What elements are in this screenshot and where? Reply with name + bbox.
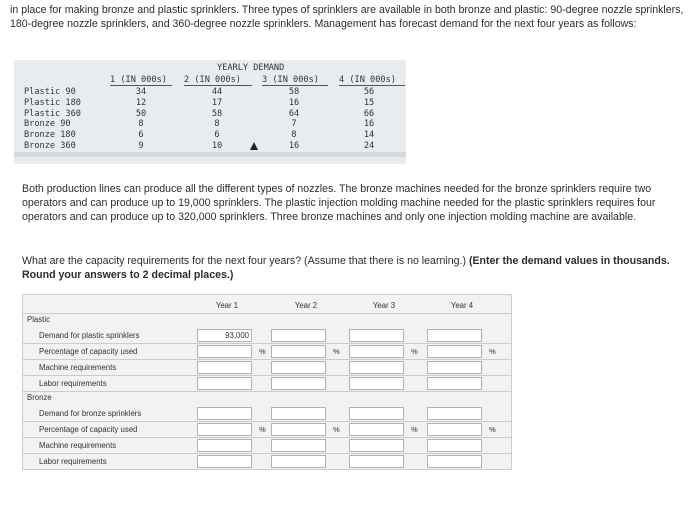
table-row-label: Bronze 180 <box>24 130 76 141</box>
percent-sign: % <box>259 347 266 356</box>
percent-sign: % <box>489 425 496 434</box>
table-cell: 64 <box>288 108 300 119</box>
year-header-1: Year 1 <box>215 301 239 310</box>
table-cell: 16 <box>288 141 300 151</box>
bronze-input-year4[interactable] <box>427 439 482 452</box>
col-header-2: 2 (IN 000s) <box>184 75 252 86</box>
table-cell: 6 <box>138 130 144 141</box>
bronze-row-label: Machine requirements <box>39 441 117 450</box>
table-cell: 16 <box>288 97 300 108</box>
col-header-1: 1 (IN 000s) <box>110 75 172 86</box>
table-cell: 50 <box>135 108 147 119</box>
table-cell: 58 <box>211 108 223 119</box>
plastic-input-year2[interactable] <box>271 345 326 358</box>
table-cell: 8 <box>291 130 297 141</box>
header-divider <box>23 313 511 314</box>
plastic-row-label: Demand for plastic sprinklers <box>39 331 140 340</box>
mouse-cursor-icon <box>250 142 258 150</box>
row-divider <box>23 453 511 454</box>
row-divider <box>23 437 511 438</box>
percent-sign: % <box>333 425 340 434</box>
table-cell: 17 <box>211 97 223 108</box>
production-paragraph: Both production lines can produce all the different types of nozzles. The bronze machines needed for the bronze sprinklers require two operators and can produce up to 19,000 sprinklers. The plastic injection molding machine needed for the plastic sprinklers requires four operators and can produce up to 320,000 sprinklers. Three bronze machines and only one injection molding machine are available. <box>22 183 656 223</box>
plastic-input-year3[interactable] <box>349 345 404 358</box>
plastic-input-year4[interactable] <box>427 345 482 358</box>
plastic-input-year1[interactable] <box>197 377 252 390</box>
year-header-4: Year 4 <box>450 301 474 310</box>
row-divider <box>23 469 511 470</box>
table-cell: 8 <box>214 119 220 130</box>
percent-sign: % <box>333 347 340 356</box>
plastic-row-label: Machine requirements <box>39 363 117 372</box>
col-header-4: 4 (IN 000s) <box>339 75 405 86</box>
question-paragraph <box>22 254 677 282</box>
question-text: What are the capacity requirements for the next four years? (Assume that there is no learning.) <box>22 255 466 267</box>
table-cell: 14 <box>363 130 375 141</box>
bronze-input-year2[interactable] <box>271 407 326 420</box>
demand-table-title: YEARLY DEMAND <box>217 63 285 73</box>
plastic-row-label: Labor requirements <box>39 379 107 388</box>
table-cell: 34 <box>135 87 147 97</box>
bronze-input-year4[interactable] <box>427 455 482 468</box>
table-row-label: Bronze 90 <box>24 119 71 130</box>
row-divider <box>23 421 511 422</box>
bronze-input-year3[interactable] <box>349 439 404 452</box>
plastic-demand-year1-input[interactable]: 93,000 <box>197 329 252 342</box>
capacity-answer-table <box>22 294 512 470</box>
row-divider <box>23 359 511 360</box>
table-cell: 9 <box>138 141 144 151</box>
bronze-input-year1[interactable] <box>197 423 252 436</box>
plastic-input-year1[interactable] <box>197 345 252 358</box>
bronze-input-year1[interactable] <box>197 407 252 420</box>
table-row-label: Bronze 360 <box>24 141 76 151</box>
table-cell: 56 <box>363 87 375 97</box>
table-cell: 6 <box>214 130 220 141</box>
table-cell: 7 <box>291 119 297 130</box>
bronze-row-label: Labor requirements <box>39 457 107 466</box>
table-cell: 16 <box>363 119 375 130</box>
plastic-input-year2[interactable] <box>271 377 326 390</box>
table-footer-strip <box>14 152 406 157</box>
plastic-input-year4[interactable] <box>427 329 482 342</box>
percent-sign: % <box>411 347 418 356</box>
table-row-label: Plastic 360 <box>24 108 81 119</box>
section-label-plastic: Plastic <box>27 315 50 324</box>
bronze-row-label: Demand for bronze sprinklers <box>39 409 142 418</box>
col-header-3: 3 (IN 000s) <box>262 75 328 86</box>
bronze-input-year2[interactable] <box>271 455 326 468</box>
bronze-input-year3[interactable] <box>349 423 404 436</box>
table-cell: 15 <box>363 97 375 108</box>
plastic-row-label: Percentage of capacity used <box>39 347 138 356</box>
bronze-row-label: Percentage of capacity used <box>39 425 138 434</box>
bronze-input-year2[interactable] <box>271 423 326 436</box>
plastic-input-year3[interactable] <box>349 377 404 390</box>
plastic-input-year4[interactable] <box>427 361 482 374</box>
table-row-label: Plastic 90 <box>24 87 76 97</box>
bronze-input-year4[interactable] <box>427 423 482 436</box>
bronze-input-year3[interactable] <box>349 455 404 468</box>
table-cell: 66 <box>363 108 375 119</box>
table-cell: 12 <box>135 97 147 108</box>
plastic-input-year4[interactable] <box>427 377 482 390</box>
bronze-input-year3[interactable] <box>349 407 404 420</box>
year-header-3: Year 3 <box>372 301 396 310</box>
bronze-input-year1[interactable] <box>197 455 252 468</box>
yearly-demand-table <box>14 60 406 164</box>
row-divider <box>23 375 511 376</box>
percent-sign: % <box>489 347 496 356</box>
table-cell: 8 <box>138 119 144 130</box>
table-cell: 58 <box>288 87 300 97</box>
plastic-input-year3[interactable] <box>349 361 404 374</box>
table-row-label: Plastic 180 <box>24 97 81 108</box>
percent-sign: % <box>411 425 418 434</box>
table-cell: 10 <box>211 141 223 151</box>
year-header-2: Year 2 <box>294 301 318 310</box>
plastic-input-year2[interactable] <box>271 329 326 342</box>
percent-sign: % <box>259 425 266 434</box>
bronze-input-year1[interactable] <box>197 439 252 452</box>
plastic-input-year1[interactable] <box>197 361 252 374</box>
bronze-input-year4[interactable] <box>427 407 482 420</box>
plastic-input-year3[interactable] <box>349 329 404 342</box>
table-cell: 44 <box>211 87 223 97</box>
plastic-input-year2[interactable] <box>271 361 326 374</box>
table-cell: 24 <box>363 141 375 151</box>
section-label-bronze: Bronze <box>27 393 52 402</box>
row-divider <box>23 391 511 392</box>
intro-paragraph: in place for making bronze and plastic sprinklers. Three types of sprinklers are available in both bronze and plastic: 90-degree nozzle sprinklers, 180-degree nozzle sprinklers, and 360-degree nozzle sprinklers. Management has forecast demand for the next four years as follows: <box>10 4 684 30</box>
row-divider <box>23 343 511 344</box>
bronze-input-year2[interactable] <box>271 439 326 452</box>
question-instructions: (Enter the demand values in thousands. Round your answers to 2 decimal places.) <box>22 255 670 281</box>
